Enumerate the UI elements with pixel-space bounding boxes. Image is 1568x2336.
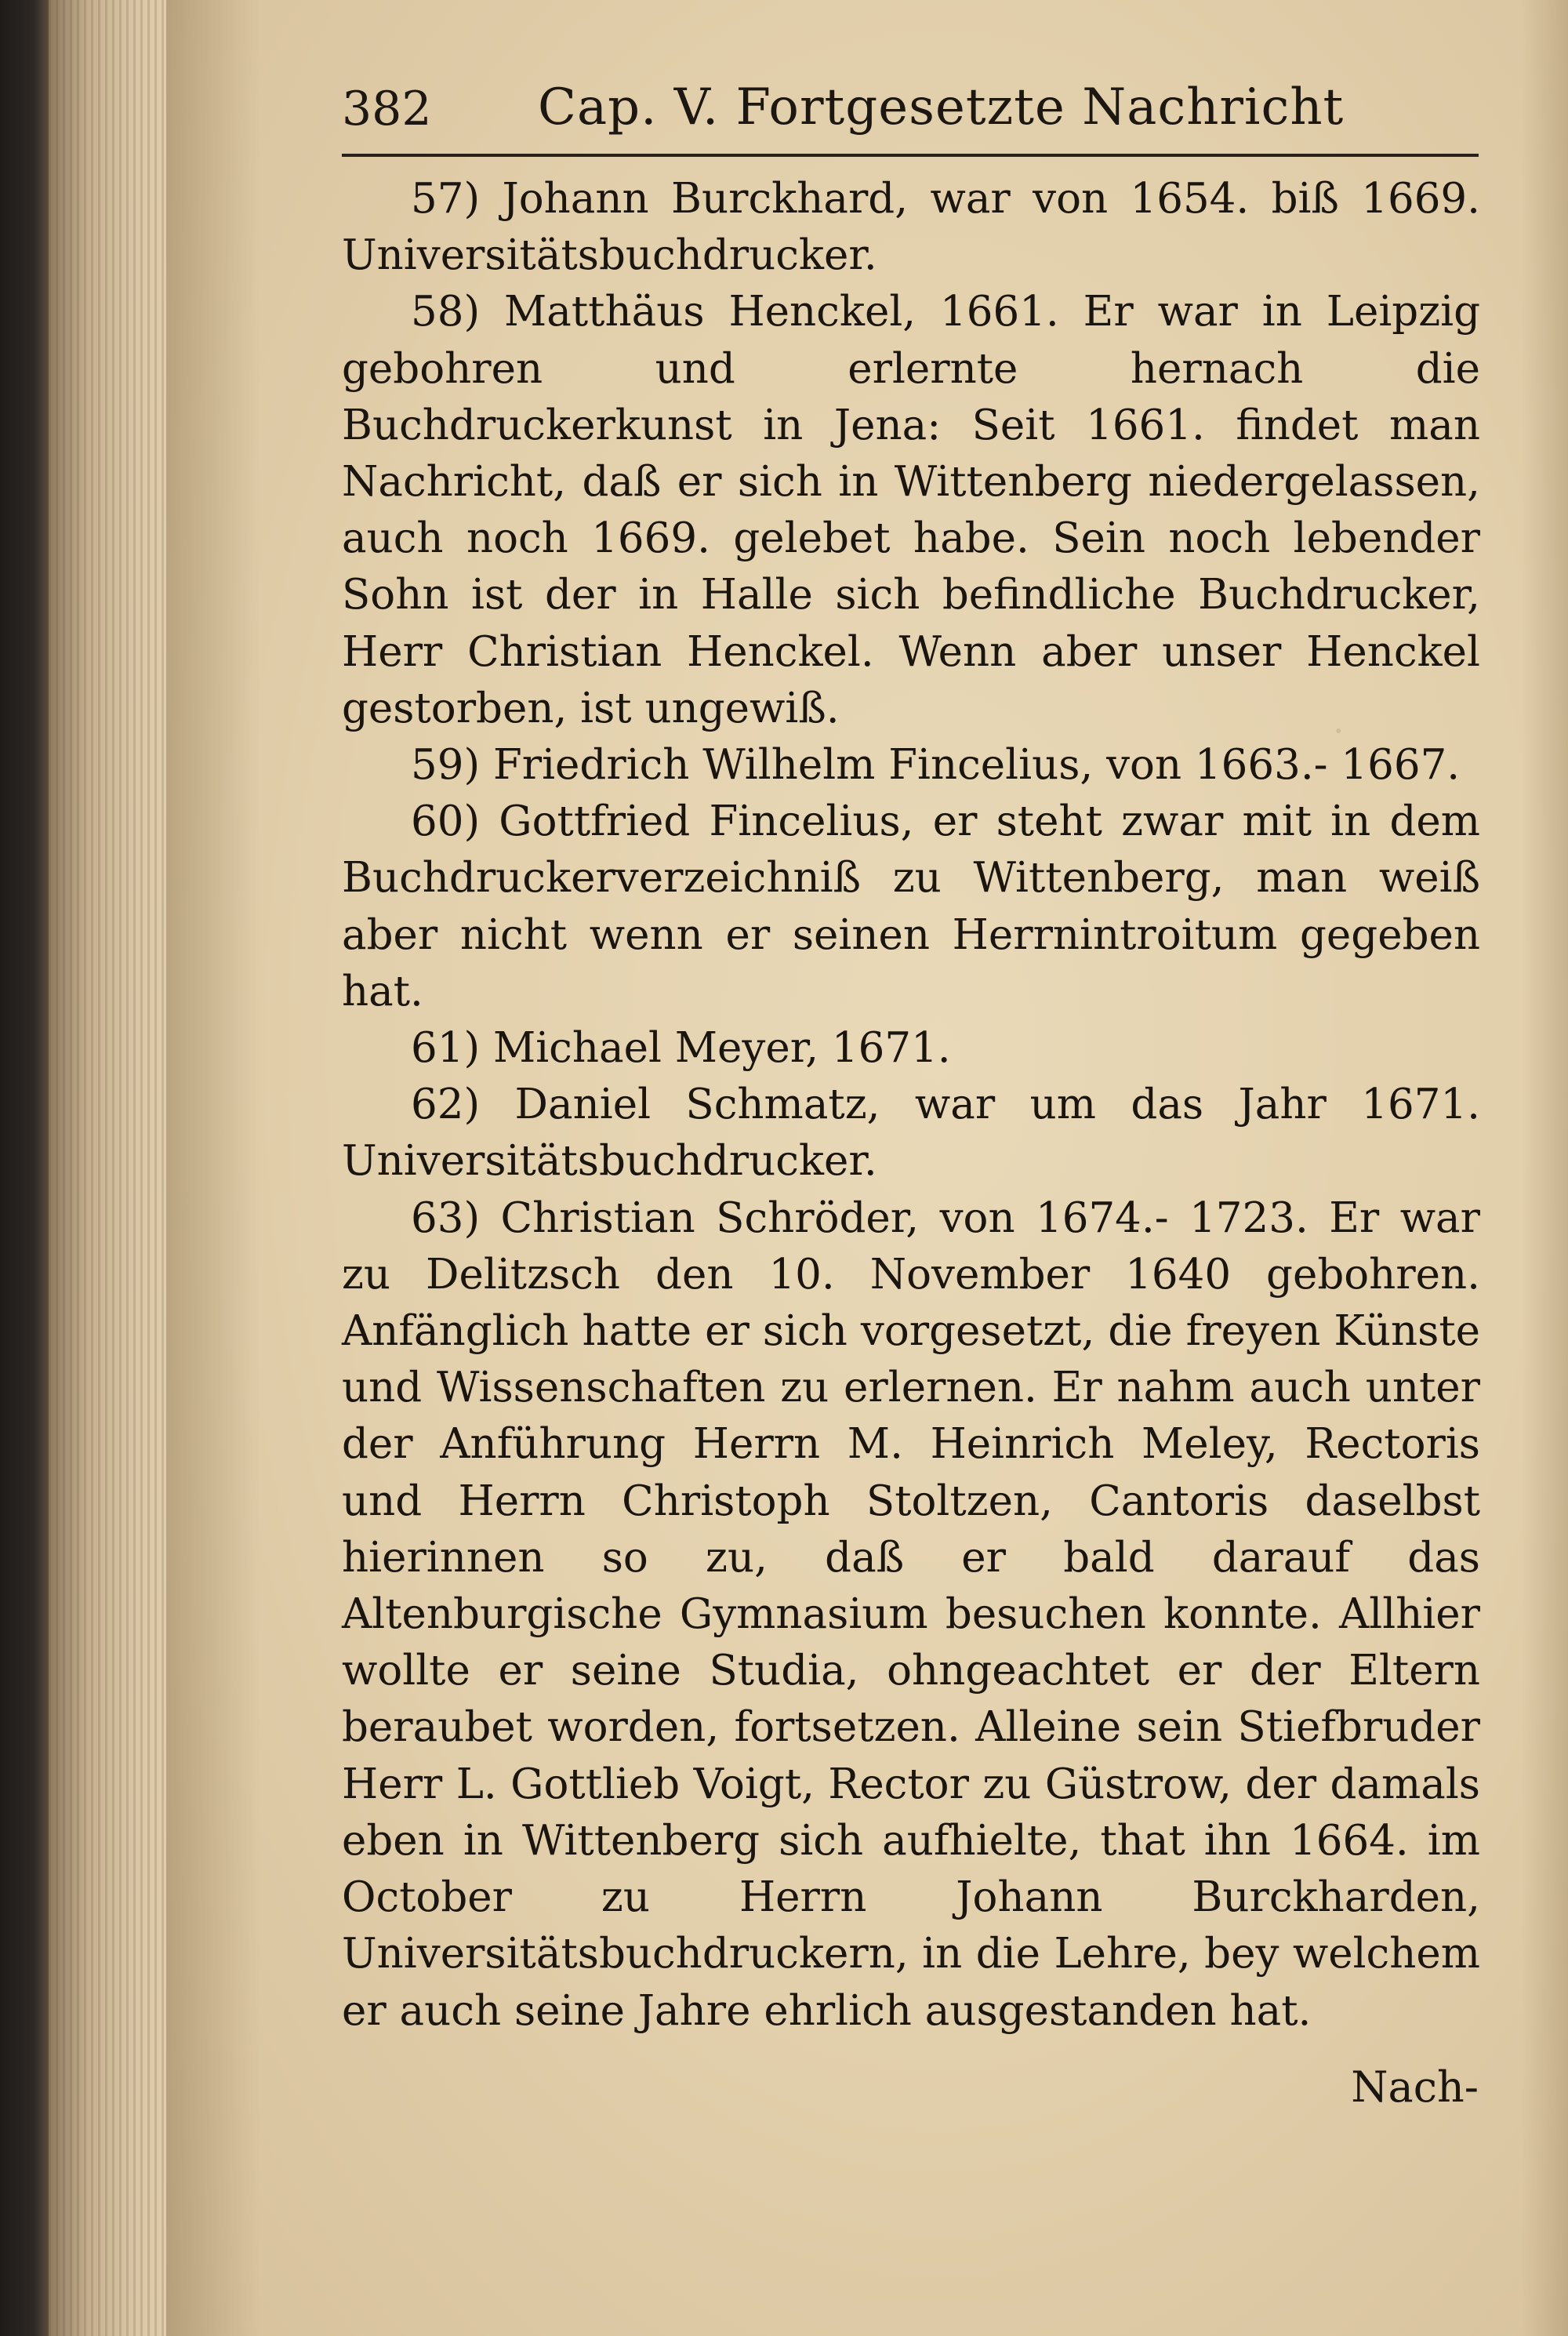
entry-58: 58) Matthäus Henckel, 1661. Er war in Leipzig gebohren und erlernte hernach die Buchdruckerkunst in Jena: Seit 1661. findet man Nachricht, daß er sich in Wittenberg niedergelassen, auch noch 1669. gelebet habe. Sein noch lebender Sohn ist der in Halle sich befindliche Buchdrucker, Herr Christian Henckel. Wenn aber unser Henckel gestorben, ist ungewiß. [342,288,1480,732]
right-edge-shadow [1521,0,1568,2336]
entry-62: 62) Daniel Schmatz, war um das Jahr 1671. Universitätsbuchdrucker. [342,1081,1480,1186]
entry-61: 61) Michael Meyer, 1671. [411,1024,951,1073]
body-text [342,171,1480,2040]
gutter-shadow [166,0,260,2336]
header-rule [342,154,1479,157]
book-gutter [49,0,166,2336]
running-head [342,72,1479,158]
scanner-edge [0,0,49,2336]
page-number: 382 [342,82,432,136]
entry-63: 63) Christian Schröder, von 1674.- 1723. Er war zu Delitzsch den 10. November 1640 gebohren. Anfänglich hatte er sich vorgesetzt, die freyen Künste und Wissenschaften zu erlernen. Er nahm auch unter der Anführung Herrn M. Heinrich Meley, Rectoris und Herrn Christoph Stoltzen, Cantoris daselbst hierinnen so zu, daß er bald darauf das Altenburgische Gymnasium besuchen konnte. Allhier wollte er seine Studia, ohngeachtet er der Eltern beraubet worden, fortsetzen. Alleine sein Stiefbruder Herr L. Gottlieb Voigt, Rector zu Güstrow, der damals eben in Wittenberg sich aufhielte, that ihn 1664. im October zu Herrn Johann Burckharden, Universitätsbuchdruckern, in die Lehre, bey welchem er auch seine Jahre ehrlich ausgestanden hat. [342,1193,1480,2035]
entry-59: 59) Friedrich Wilhelm Fincelius, von 1663.- 1667. [411,741,1461,790]
entry-57: 57) Johann Burckhard, war von 1654. biß 1669. Universitätsbuchdrucker. [342,175,1480,280]
entry-60: 60) Gottfried Fincelius, er steht zwar mit in dem Buchdruckerverzeichniß zu Wittenberg, man weiß aber nicht wenn er seinen Herrnintroitum gegeben hat. [342,797,1480,1015]
catchword: Nach- [1351,2062,1479,2112]
running-title: Cap. V. Fortgesetzte Nachricht [538,78,1345,136]
show-through-mark: · [1333,710,1345,752]
